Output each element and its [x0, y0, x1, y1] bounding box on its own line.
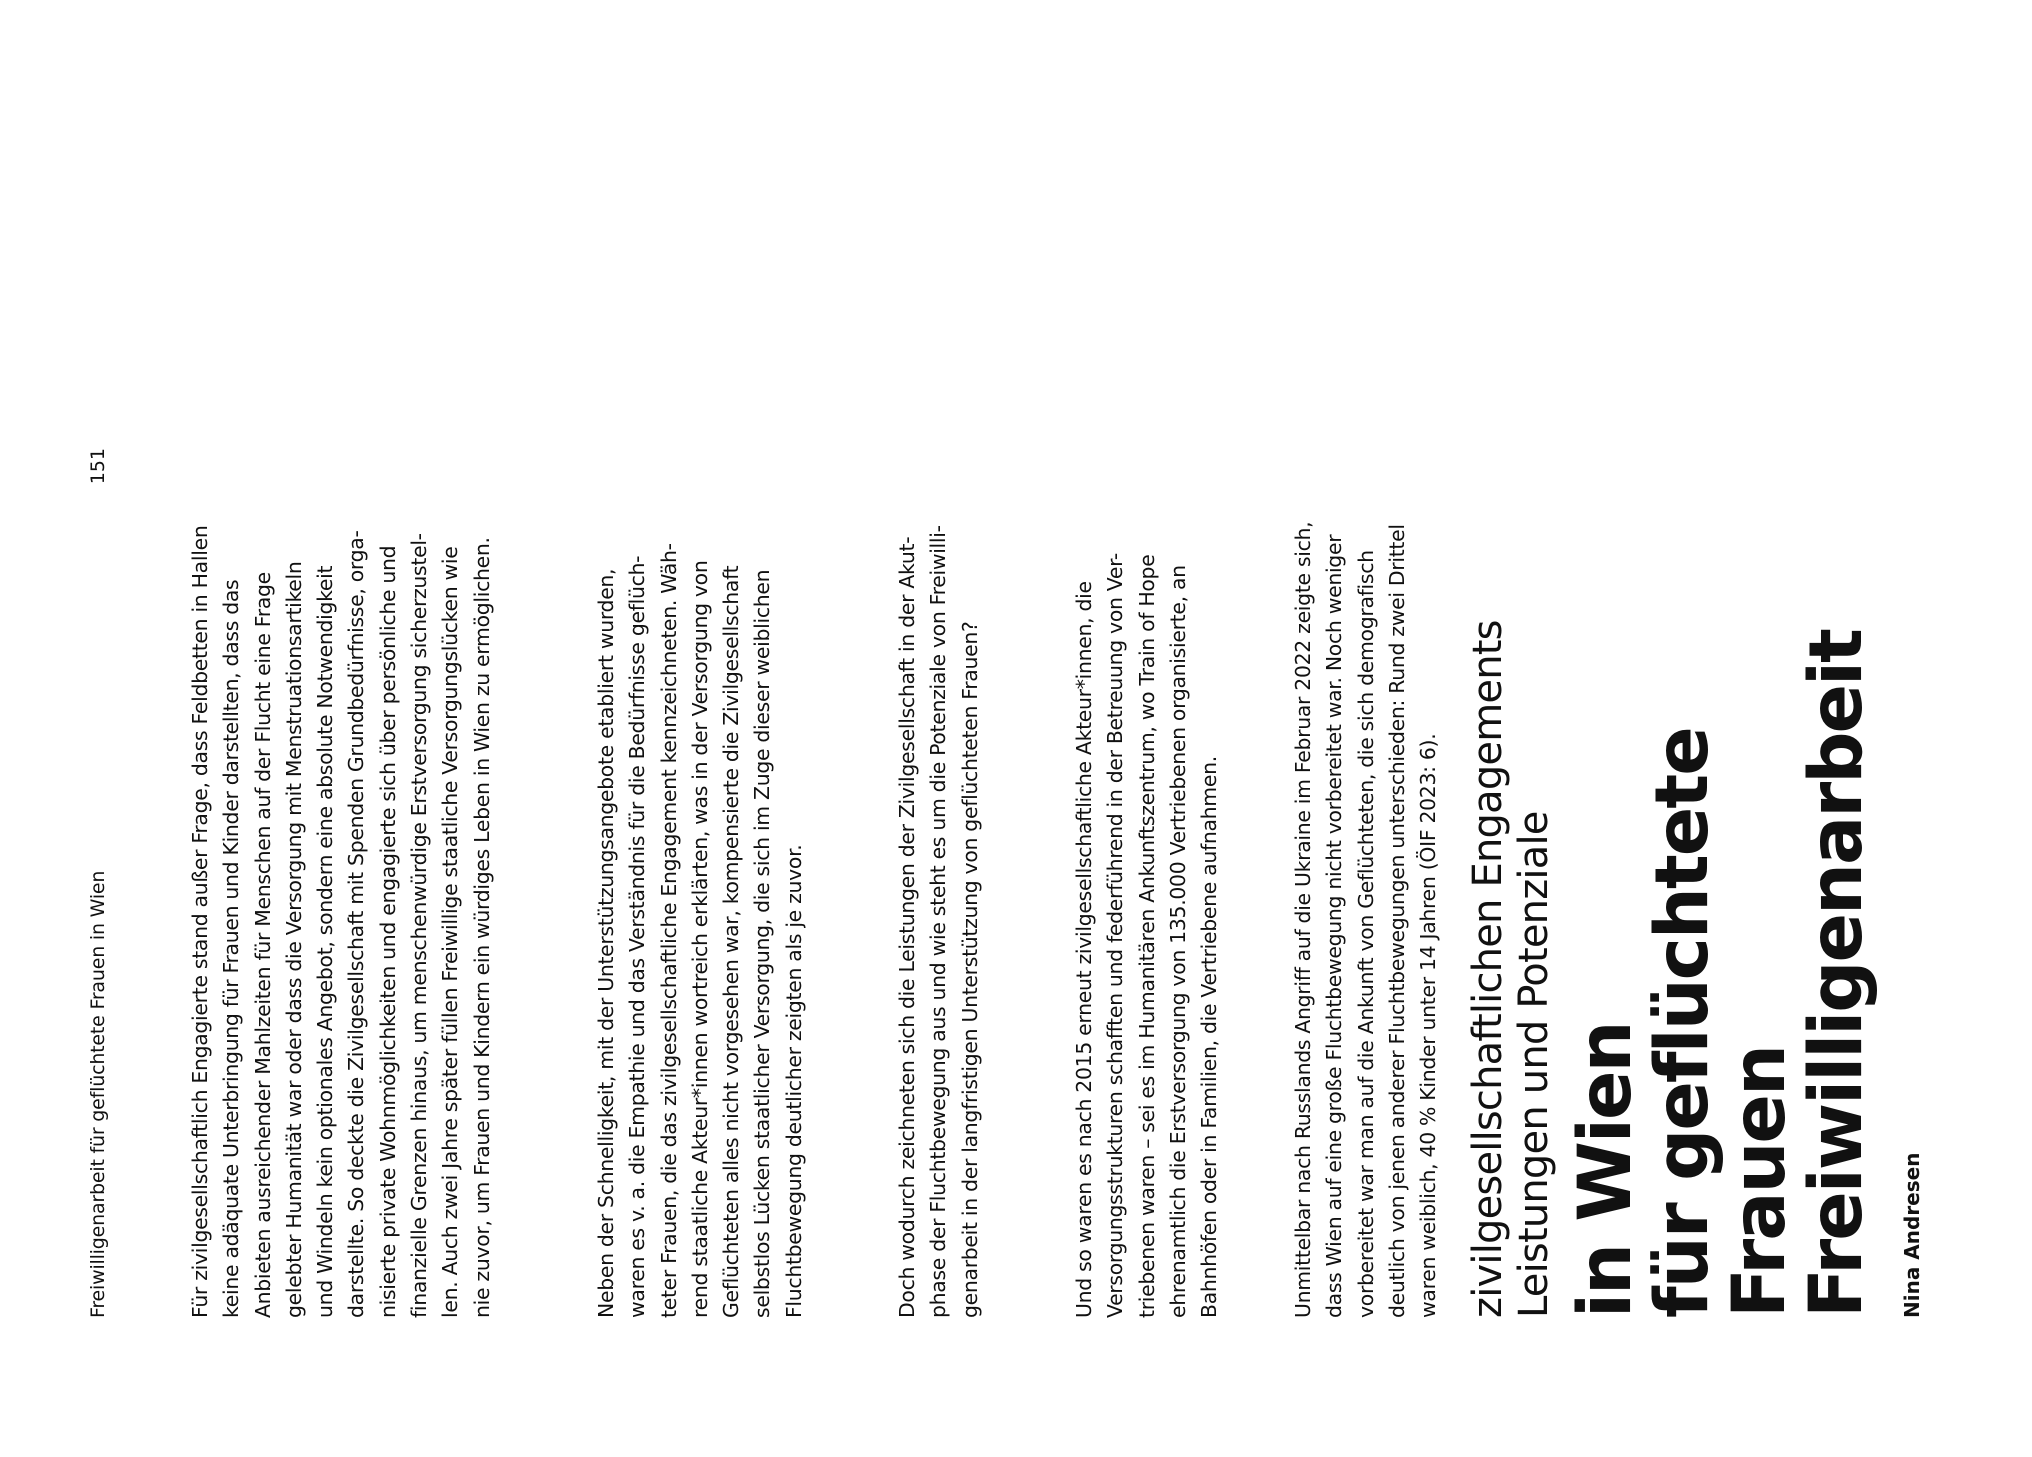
paragraph-3: [892, 448, 986, 1318]
paragraph-line: Und so waren es nach 2015 erneut zivilgesellschaftliche Akteur*innen, die: [1072, 581, 1096, 1318]
paragraph-line: selbstlos Lücken staatlicher Versorgung, die sich im Zuge dieser weiblichen: [750, 569, 775, 1318]
paragraph-line: Unmittelbar nach Russlands Angriff auf die Ukraine im Februar 2022 zeigte sich,: [1291, 521, 1315, 1318]
paragraph-line: vorbereitet war man auf die Ankunft von Geflüchteten, die sich demografisch: [1353, 550, 1378, 1318]
paragraph-line: finanzielle Grenzen hinaus, um menschenwürdige Erstversorgung sicherzustel-: [407, 533, 432, 1318]
paragraph-1: [1288, 448, 1444, 1318]
paragraph-line: Anbieten ausreichender Mahlzeiten für Menschen auf der Flucht eine Frage: [250, 572, 275, 1318]
paragraph-line: gelebter Humanität war oder dass die Versorgung mit Menstruationsartikeln: [281, 561, 306, 1318]
paragraph-line: nisierte private Wohnmöglichkeiten und engagierte sich über persönliche und: [375, 545, 400, 1318]
page-number: 151: [87, 448, 109, 485]
article-title: [1563, 448, 1879, 1318]
paragraph-line: waren es v. a. die Empathie und das Verständnis für die Bedürfnisse geflüch-: [625, 555, 650, 1318]
paragraph-line: Fluchtbewegung deutlicher zeigten als je zuvor.: [781, 844, 806, 1318]
title-line: für geflüchtete Frauen: [1640, 728, 1802, 1318]
subtitle: [1465, 448, 1557, 1318]
book-page: [85, 448, 1955, 1318]
paragraph-line: Für zivilgesellschaftlich Engagierte stand außer Frage, dass Feldbetten in Hallen: [188, 525, 212, 1318]
paragraph-line: rend staatliche Akteur*innen wortreich erklärten, was in der Versorgung von: [687, 560, 712, 1318]
subtitle-line: Leistungen und Potenziale: [1511, 811, 1557, 1318]
title-line: in Wien: [1563, 1022, 1648, 1318]
paragraph-line: Bahnhöfen oder in Familien, die Vertriebene aufnahmen.: [1197, 756, 1222, 1318]
paragraph-line: Neben der Schnelligkeit, mit der Unterstützungsangebote etabliert wurden,: [594, 568, 618, 1318]
paragraph-line: teter Frauen, die das zivilgesellschaftliche Engagement kennzeichneten. Wäh-: [656, 543, 681, 1318]
paragraph-line: len. Auch zwei Jahre später füllen Freiwillige staatliche Versorgungslücken wie: [438, 546, 463, 1318]
subtitle-line: zivilgesellschaftlichen Engagements: [1465, 620, 1511, 1318]
paragraph-line: dass Wien auf eine große Fluchtbewegung nicht vorbereitet war. Noch weniger: [1322, 534, 1347, 1318]
paragraph-line: darstellte. So deckte die Zivilgesellschaft mit Spenden Grundbedürfnisse, orga-: [344, 530, 369, 1318]
paragraph-line: deutlich von jenen anderer Fluchtbewegungen unterschieden: Rund zwei Drittel: [1384, 524, 1409, 1318]
paragraph-line: ehrenamtlich die Erstversorgung von 135.000 Vertriebenen organisierte, an: [1165, 565, 1190, 1318]
paragraph-line: triebenen waren – sei es im Humanitären Ankunftszentrum, wo Train of Hope: [1134, 554, 1159, 1318]
paragraph-2: [1069, 448, 1225, 1318]
paragraph-5: [185, 448, 498, 1318]
paragraph-line: waren weiblich, 40 % Kinder unter 14 Jahren (ÖIF 2023: 6).: [1416, 733, 1441, 1318]
paragraph-line: Versorgungsstrukturen schafften und federführend in der Betreuung von Ver-: [1103, 553, 1128, 1318]
paragraph-4: [591, 448, 810, 1318]
paragraph-line: genarbeit in der langfristigen Unterstützung von geflüchteten Frauen?: [957, 621, 982, 1318]
paragraph-line: nie zuvor, um Frauen und Kindern ein würdiges Leben in Wien zu ermöglichen.: [469, 537, 494, 1318]
author-name: Nina Andresen: [1900, 1152, 1924, 1318]
paragraph-line: keine adäquate Unterbringung für Frauen und Kinder darstellten, dass das: [219, 579, 244, 1318]
paragraph-line: Geflüchteten alles nicht vorgesehen war, kompensierte die Zivilgesellschaft: [719, 565, 744, 1318]
running-title: Freiwilligenarbeit für geflüchtete Frauen in Wien: [87, 870, 109, 1318]
title-line: Freiwilligenarbeit: [1794, 630, 1879, 1318]
paragraph-line: Doch wodurch zeichneten sich die Leistungen der Zivilgesellschaft in der Akut-: [895, 536, 919, 1318]
paragraph-line: phase der Fluchtbewegung aus und wie steht es um die Potenziale von Freiwilli-: [926, 525, 951, 1318]
paragraph-line: und Windeln kein optionales Angebot, sondern eine absolute Notwendigkeit: [313, 565, 338, 1318]
